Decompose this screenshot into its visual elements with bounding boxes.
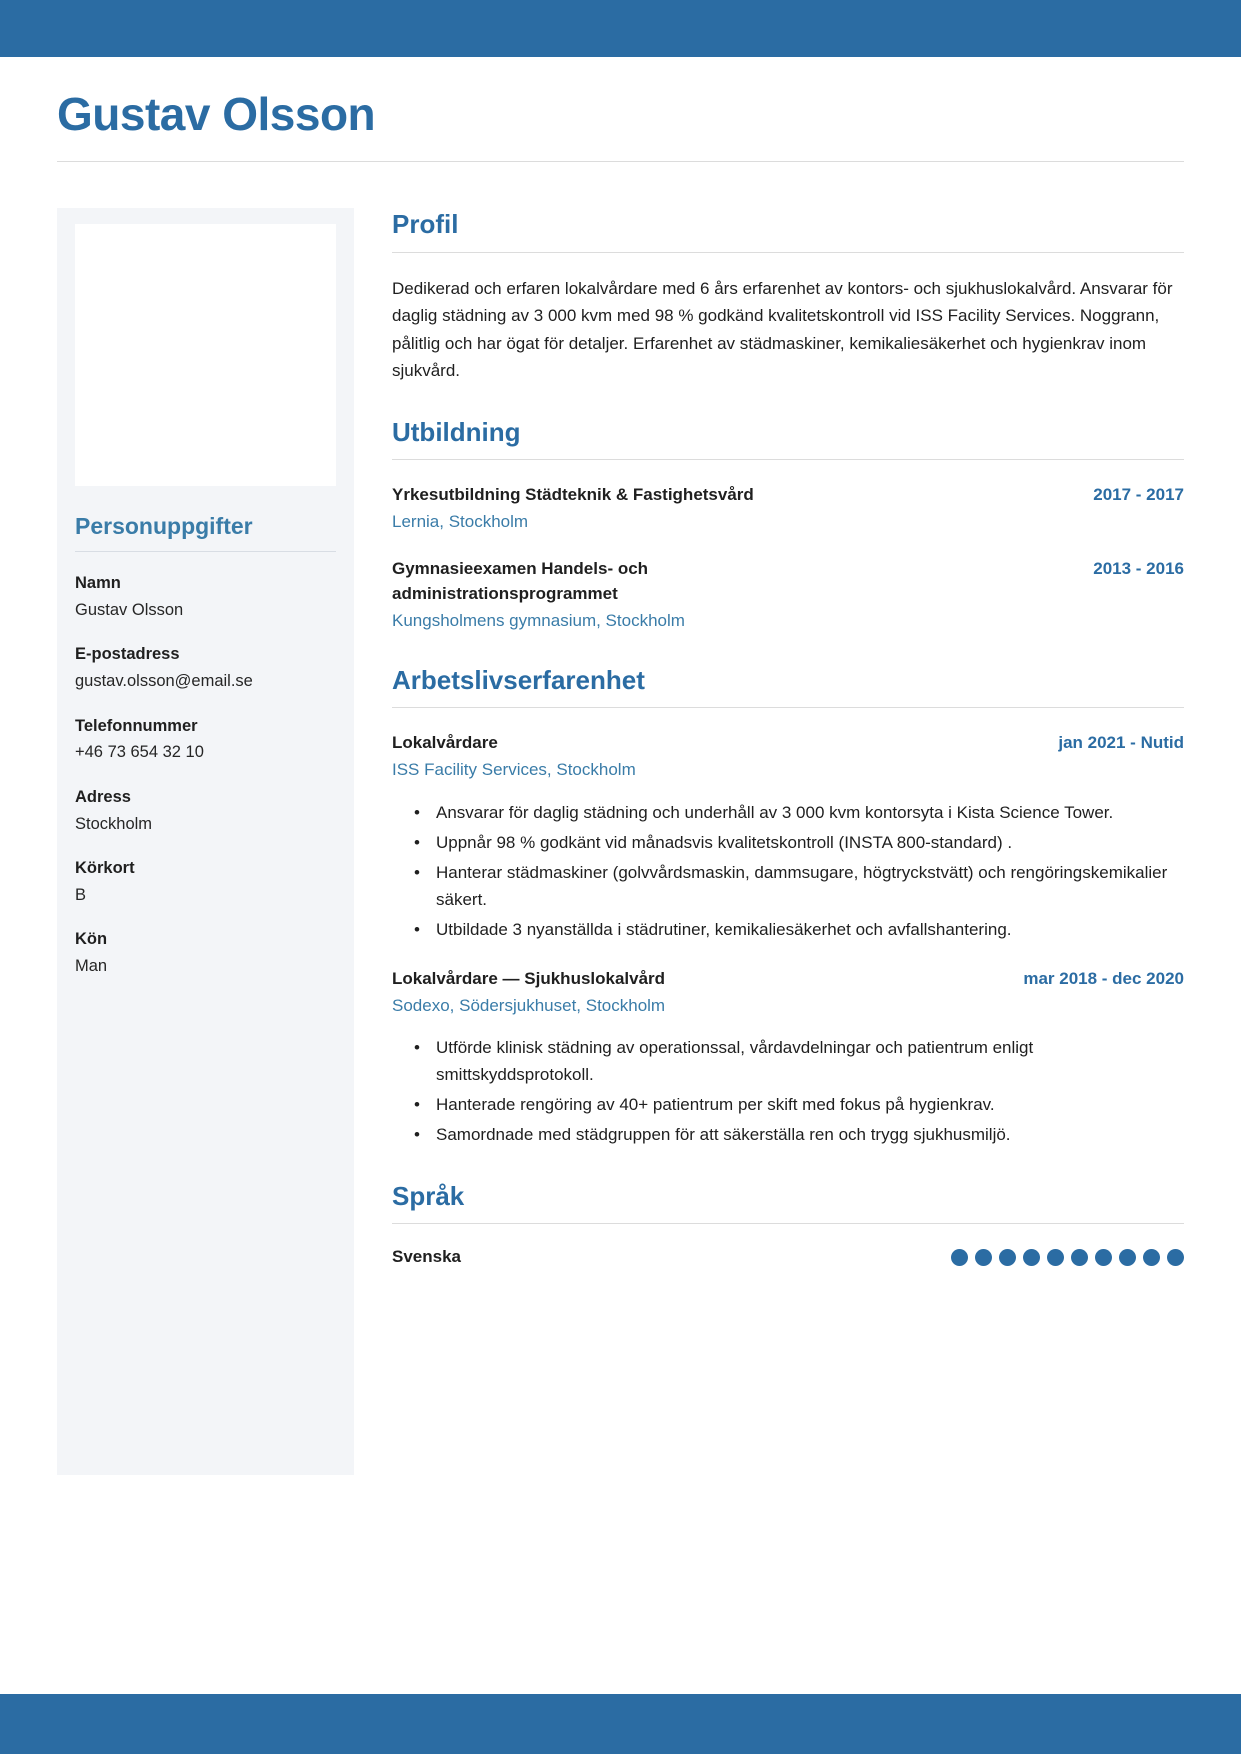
section-heading-profile: Profil <box>392 209 459 239</box>
experience-date-range: mar 2018 - dec 2020 <box>1023 968 1184 988</box>
field-value: +46 73 654 32 10 <box>75 743 204 762</box>
experience-job-title: Lokalvårdare <box>392 733 498 753</box>
section-languages <box>392 1180 1184 1268</box>
section-divider <box>392 252 1184 253</box>
language-name: Svenska <box>392 1247 461 1267</box>
field-label: Kön <box>75 930 108 949</box>
field-value: Man <box>75 957 108 976</box>
field-label: Adress <box>75 787 131 806</box>
education-title: Yrkesutbildning Städteknik & Fastighetsvård <box>392 485 754 505</box>
education-date-range: 2013 - 2016 <box>1093 559 1184 579</box>
sidebar-heading-personal-details: Personuppgifter <box>75 513 253 539</box>
experience-bullet: • Utbildade 3 nyanställda i städrutiner, kemikaliesäkerhet och avfallshantering. <box>436 916 1184 943</box>
experience-entry <box>392 967 1184 1018</box>
sidebar <box>57 208 354 1475</box>
section-heading-languages: Språk <box>392 1180 465 1211</box>
experience-entry <box>392 731 1184 782</box>
section-divider <box>392 707 1184 708</box>
experience-entry-left <box>392 731 1040 782</box>
section-heading-work-experience: Arbetslivserfarenhet <box>392 664 645 695</box>
experience-bullet: • Utförde klinisk städning av operationssal, vårdavdelningar och patientrum enligt smittskyddsprotokoll. <box>436 1034 1184 1088</box>
field-value: Stockholm <box>75 814 153 833</box>
field-value: Gustav Olsson <box>75 600 184 619</box>
page-title: Gustav Olsson <box>57 88 376 140</box>
personal-field-name <box>75 571 336 623</box>
experience-entry-left <box>392 967 1005 1018</box>
language-level-dot <box>999 1249 1016 1266</box>
language-level-dot <box>1095 1249 1112 1266</box>
language-level-dot <box>951 1249 968 1266</box>
field-label: E-postadress <box>75 645 180 664</box>
experience-employer: ISS Facility Services, Stockholm <box>392 760 636 780</box>
language-level-dot <box>1047 1249 1064 1266</box>
personal-field-gender <box>75 927 336 979</box>
language-level-dot <box>975 1249 992 1266</box>
education-entry <box>392 483 1184 534</box>
main-column <box>354 208 1184 1267</box>
education-institution: Kungsholmens gymnasium, Stockholm <box>392 610 685 630</box>
experience-bullet: • Samordnade med städgruppen för att säkerställa ren och trygg sjukhusmiljö. <box>436 1121 1184 1148</box>
language-level-dot <box>1143 1249 1160 1266</box>
education-entry-left <box>392 557 1075 632</box>
field-label: Namn <box>75 573 121 592</box>
education-date-range: 2017 - 2017 <box>1093 485 1184 505</box>
section-divider <box>392 459 1184 460</box>
profile-photo-placeholder <box>75 224 336 486</box>
top-accent-bar <box>0 0 1241 57</box>
header-divider <box>57 161 1184 162</box>
field-value: B <box>75 885 87 904</box>
experience-bullet: • Uppnår 98 % godkänt vid månadsvis kvalitetskontroll (INSTA 800-standard) . <box>436 829 1184 856</box>
experience-bullet-list <box>392 1034 1184 1149</box>
language-level-dot <box>1023 1249 1040 1266</box>
personal-field-phone <box>75 714 336 766</box>
language-level-dots <box>951 1249 1184 1266</box>
profile-summary-text: Dedikerad och erfaren lokalvårdare med 6 års erfarenhet av kontors- och sjukhuslokalvård. Ansvarar för daglig städning av 3 000 kvm med 98 % godkänd kvalitetskontroll vid ISS Facility Services. Noggrann, pålitlig och har ögat för detaljer. Erfarenhet av städmaskiner, kemikaliesäkerhet och hygienkrav inom sjukvård. <box>392 278 1173 381</box>
header <box>57 88 1184 162</box>
experience-bullet: • Hanterar städmaskiner (golvvårdsmaskin, dammsugare, högtryckstvätt) och rengöringskemikalier säkert. <box>436 859 1184 913</box>
field-value: gustav.olsson@email.se <box>75 671 253 690</box>
personal-field-drivers-license <box>75 856 336 908</box>
experience-bullet: • Ansvarar för daglig städning och underhåll av 3 000 kvm kontorsyta i Kista Science Tower. <box>436 799 1184 826</box>
experience-bullet-list <box>392 799 1184 944</box>
field-label: Telefonnummer <box>75 716 198 735</box>
bottom-accent-bar <box>0 1694 1241 1754</box>
personal-field-email <box>75 642 336 694</box>
experience-bullet: • Hanterade rengöring av 40+ patientrum per skift med fokus på hygienkrav. <box>436 1091 1184 1118</box>
section-divider <box>392 1223 1184 1224</box>
content-columns <box>57 208 1184 1475</box>
education-title: Gymnasieexamen Handels- och administrationsprogrammet <box>392 559 649 603</box>
language-level-dot <box>1071 1249 1088 1266</box>
language-row <box>392 1247 1184 1267</box>
language-level-dot <box>1167 1249 1184 1266</box>
education-entry <box>392 557 1184 632</box>
personal-field-address <box>75 785 336 837</box>
education-institution: Lernia, Stockholm <box>392 512 529 532</box>
field-label: Körkort <box>75 859 135 878</box>
section-education <box>392 416 1184 633</box>
education-entry-left <box>392 483 1075 534</box>
experience-employer: Sodexo, Södersjukhuset, Stockholm <box>392 995 666 1015</box>
experience-date-range: jan 2021 - Nutid <box>1058 733 1184 753</box>
section-work-experience <box>392 664 1184 1149</box>
section-heading-education: Utbildning <box>392 416 521 447</box>
section-profile <box>392 208 1184 385</box>
experience-job-title: Lokalvårdare — Sjukhuslokalvård <box>392 968 666 988</box>
sidebar-heading-divider <box>75 551 336 552</box>
language-level-dot <box>1119 1249 1136 1266</box>
